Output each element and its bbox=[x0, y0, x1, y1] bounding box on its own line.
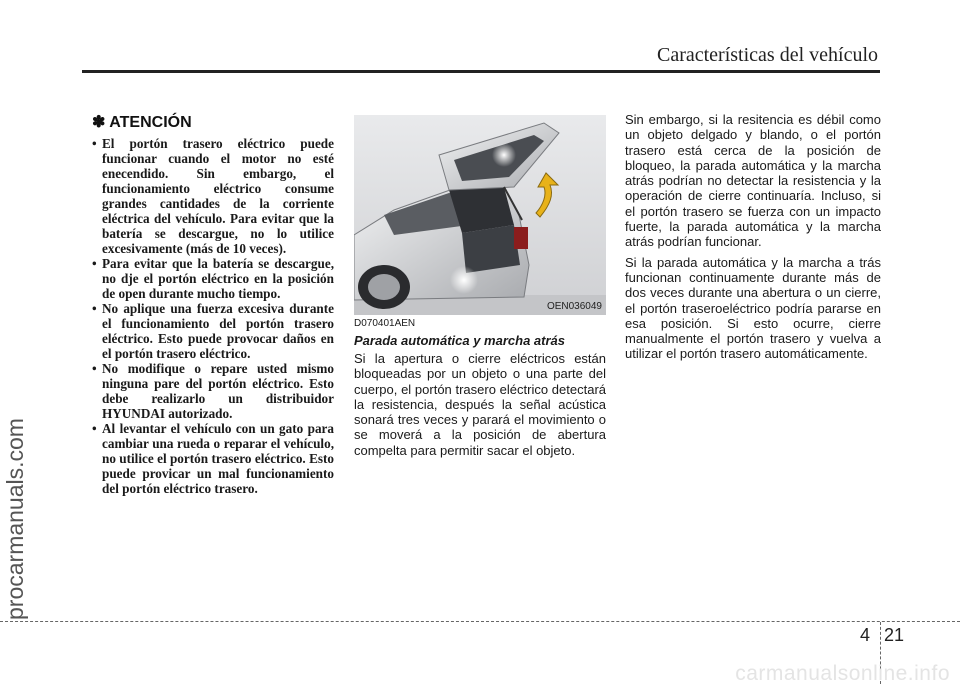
warning-item: • El portón trasero eléctrico puede funcionar cuando el motor no esté enecendido. Sin embargo, el funcionamiento eléctrico consume grandes cantidades de la corriente eléctrica del vehículo. Para evitar que la batería se descargue, no lo utilice excesivamente (más de 10 veces). bbox=[92, 136, 334, 256]
warning-item: • Al levantar el vehículo con un gato para cambiar una rueda o reparar el vehículo, no utilice el portón trasero eléctrico. Esto puede provicar un mal funcionamiento del portón eléctrico trasero. bbox=[92, 421, 334, 496]
tailgate-figure bbox=[354, 115, 606, 315]
section-paragraph-3: Si la parada automática y la marcha a trás funcionan continuamente durante más de dos veces durante una abertura o un cierre, el portón traseroeléctrico podría pararse en esa posición. Si esto ocurre, cierre manualmente el portón trasero y vuelva a utilizar el portón trasero automáticamente. bbox=[625, 254, 881, 362]
section-paragraph-2: Sin embargo, si la resitencia es débil como un objeto delgado y blando, o el portón trasero está cerca de la posición de bloqueo, la parada automática y la marcha atrás podrían no detectar la resistencia y la operación de cierre continuaría. Incluso, si el portón trasero se fuerza con un impacto fuerte, la parada automática y la marcha atrás podrían funcionar. bbox=[625, 112, 881, 250]
page-number: 21 bbox=[884, 625, 905, 645]
section-code: D070401AEN bbox=[354, 318, 416, 329]
open-tailgate-car-illustration bbox=[354, 115, 606, 315]
warning-section bbox=[92, 112, 334, 496]
figure-code: OEN036049 bbox=[546, 301, 602, 312]
warning-heading bbox=[92, 112, 334, 132]
warning-item: • No aplique una fuerza excesiva durante el funcionamiento del portón trasero eléctrico. Esto puede provocar daños en el portón trasero eléctrico. bbox=[92, 301, 334, 361]
header-divider bbox=[82, 70, 880, 73]
chapter-number: 4 bbox=[860, 625, 871, 645]
bottom-watermark: carmanualsonline.info bbox=[735, 662, 950, 685]
warning-heading-label: ATENCIÓN bbox=[109, 114, 192, 131]
side-watermark: procarmanuals.com bbox=[2, 418, 28, 620]
asterisk-icon: ✽ bbox=[92, 114, 106, 131]
right-column bbox=[625, 112, 881, 367]
section-title: Parada automática y marcha atrás bbox=[354, 333, 565, 348]
section-column bbox=[354, 318, 606, 458]
warning-item: • Para evitar que la batería se descargue, no dje el portón eléctrico en la posición de open durante mucho tiempo. bbox=[92, 256, 334, 301]
warning-list bbox=[92, 136, 334, 496]
footer-divider bbox=[0, 621, 960, 622]
page-header-title: Características del vehículo bbox=[656, 44, 878, 66]
section-paragraph-1: Si la apertura o cierre eléctricos están bloqueadas por un objeto o una parte del cuerpo, el portón trasero eléctrico detectará la resistencia, después la señal acústica sonará tres veces y parará el movimiento o se moverá a la posición de abertura compelta para permitir sacar el objeto. bbox=[354, 351, 606, 458]
warning-item: • No modifique o repare usted mismo ninguna pare del portón eléctrico. Esto debe realizarlo un distribuidor HYUNDAI autorizado. bbox=[92, 361, 334, 421]
